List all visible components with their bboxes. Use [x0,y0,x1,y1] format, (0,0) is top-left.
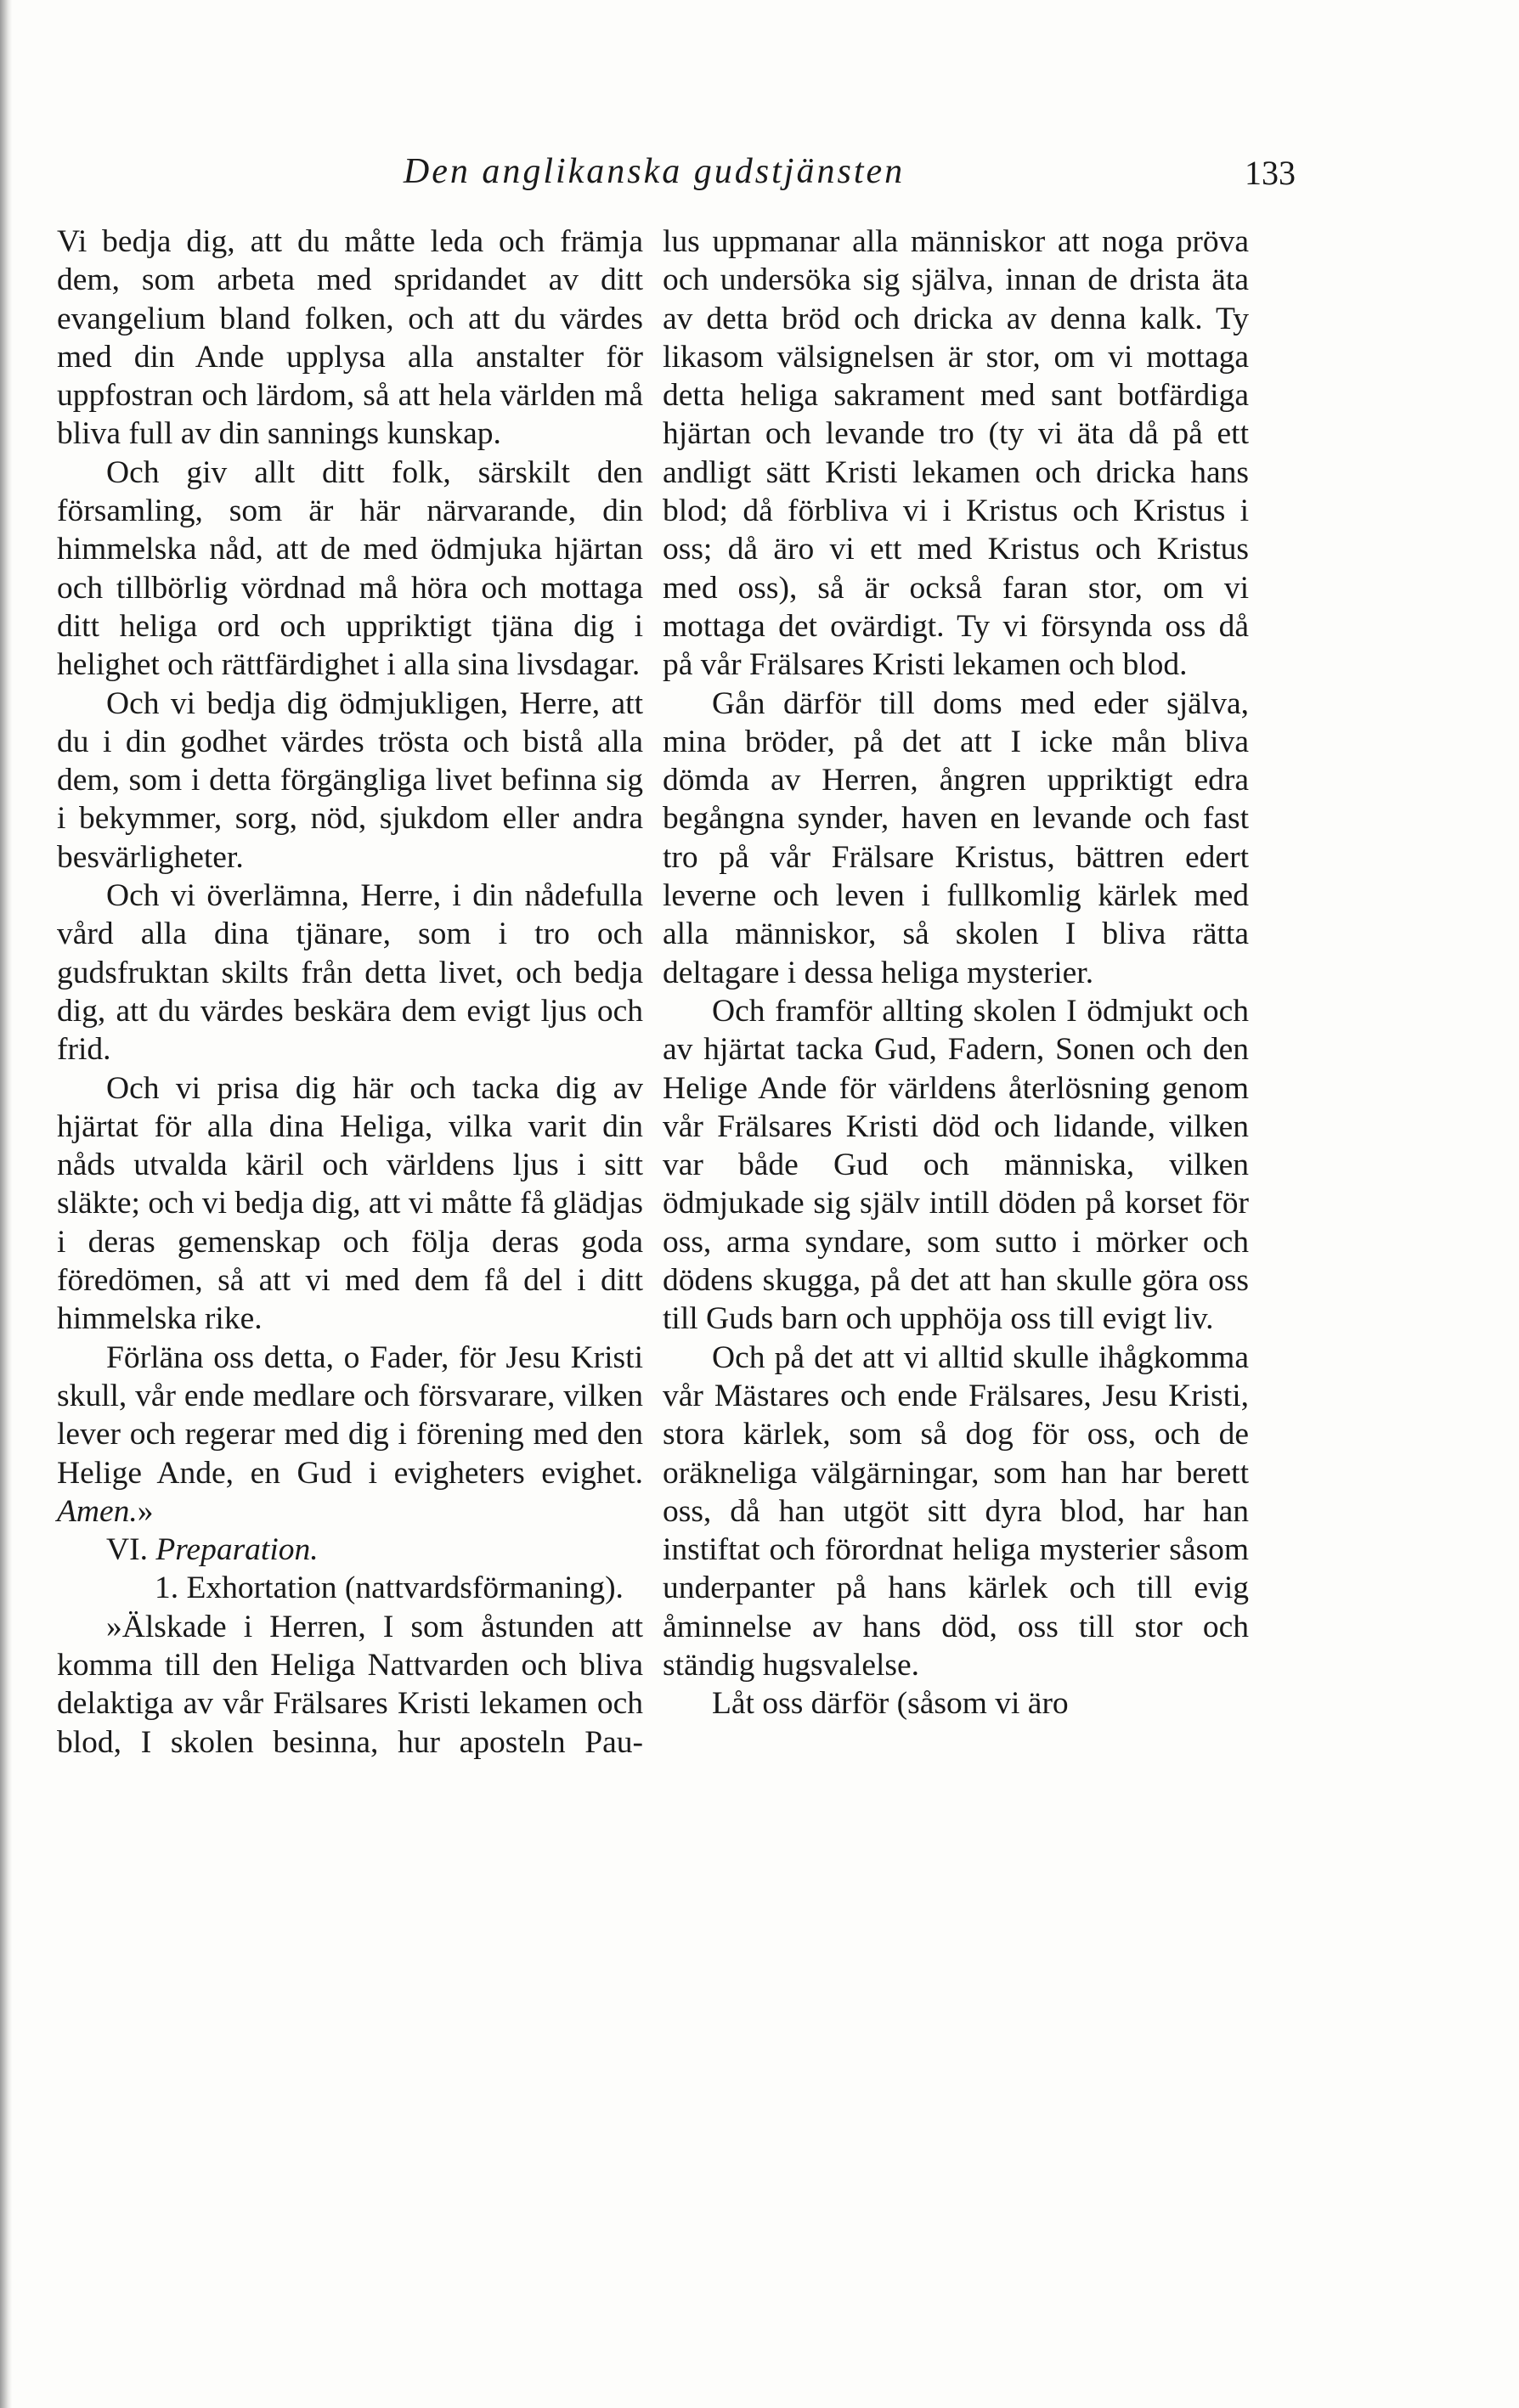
paragraph: »Älskade i Herren, I som åstunden att komma till den Heliga Nattvarden och bliva delaktiga av vår Frälsares Kristi lekamen och blod, I skolen besinna, hur aposteln Pau- [57,1609,643,1760]
paragraph: lus uppmanar alla människor att noga pröva och undersöka sig själva, innan de drista äta av detta bröd och dricka av denna kalk. Ty likasom välsignelsen är stor, om vi mottaga detta heliga sakrament med sant botfärdiga hjärtan och levande tro (ty vi äta då på ett andligt sätt Kristi lekamen och dricka hans blod; då förbliva vi i Kristus och Kristus i oss; då äro vi ett med Kristus och Kristus med oss), så är också faran stor, om vi mottaga det ovärdigt. Ty vi försynda oss då på vår Frälsares Kristi lekamen och blod. [663,224,1249,683]
paragraph: Och på det att vi alltid skulle ihågkomma vår Mästares och ende Frälsares, Jesu Kristi, stora kärlek, som så dog för oss, och de oräkneliga välgärningar, som han har berett oss, då han utgöt sitt dyra blod, har han instiftat och förordnat heliga mysterier såsom underpanter på hans kärlek och till evig åminnelse av hans död, oss till stor och ständig hugsvalelse. [663,1339,1249,1683]
section-title: Preparation. [155,1532,319,1568]
paragraph: Och vi bedja dig ödmjukligen, Herre, att du i din godhet värdes trösta och bistå alla dem, som i detta förgängliga livet befinna sig i bekymmer, sorg, nöd, sjukdom eller andra besvärligheter. [57,685,643,875]
paragraph: Och giv allt ditt folk, särskilt den församling, som är här närvarande, din himmelska nåd, att de med ödmjuka hjärtan och tillbörlig vördnad må höra och mottaga ditt heliga ord och uppriktigt tjäna dig i helighet och rättfärdighet i alla sina livsdagar. [57,454,643,683]
spine-shadow [0,0,12,2408]
paragraph: Låt oss därför (såsom vi äro [712,1686,1069,1722]
paragraph: Gån därför till doms med eder själva, mina bröder, på det att I icke mån bliva dömda av Herren, ångren uppriktigt edra begångna synder, haven en levande och fast tro på vår Frälsare Kristus, bättren edert leverne och leven i fullkomlig kärlek med alla människor, så skolen I bliva rätta deltagare i dessa heliga mysterier. [663,685,1249,990]
paragraph-text: Förläna oss detta, o Fader, för Jesu Kristi skull, vår ende medlare och försvarare, vilken lever och regerar med dig i förening med den Helige Ande, en Gud i evigheters evighet. [57,1339,643,1491]
section-number: VI. [106,1532,156,1568]
paragraph: Och vi överlämna, Herre, i din nådefulla vård alla dina tjänare, som i tro och gudsfruktan skilts från detta livet, och bedja dig, att du värdes beskära dem evigt ljus och frid. [57,878,643,1068]
right-column [663,223,1249,1723]
closing-paragraph [57,1339,643,1531]
closing-quote: » [137,1493,154,1529]
paragraph: Och vi prisa dig här och tacka dig av hjärtat för alla dina Heliga, vilka varit din nåds utvalda käril och världens ljus i sitt släkte; och vi bedja dig, att vi måtte få glädjas i deras gemenskap och följa deras goda föredömen, så att vi med dem få del i ditt himmelska rike. [57,1070,643,1337]
paragraph: Vi bedja dig, att du måtte leda och främja dem, som arbeta med spridandet av ditt evangelium bland folken, och att du värdes med din Ande upplysa alla anstalter för uppfostran och lärdom, så att hela världen må bliva full av din sannings kunskap. [57,224,643,452]
running-head: Den anglikanska gudstjänsten [403,152,906,191]
item-heading: 1. Exhortation (nattvardsförmaning). [155,1571,624,1606]
paragraph: Och framför allting skolen I ödmjukt och av hjärtat tacka Gud, Fadern, Sonen och den Helige Ande för världens återlösning genom vår Frälsares Kristi död och lidande, vilken var både Gud och människa, vilken ödmjukade sig själv intill döden på korset för oss, arma syndare, som sutto i mörker och dödens skugga, på det att han skulle göra oss till Guds barn och upphöja oss till evigt liv. [663,993,1249,1337]
amen: Amen. [57,1493,138,1529]
left-column [57,223,643,1762]
section-heading [57,1531,643,1569]
page-number: 133 [1245,154,1296,192]
